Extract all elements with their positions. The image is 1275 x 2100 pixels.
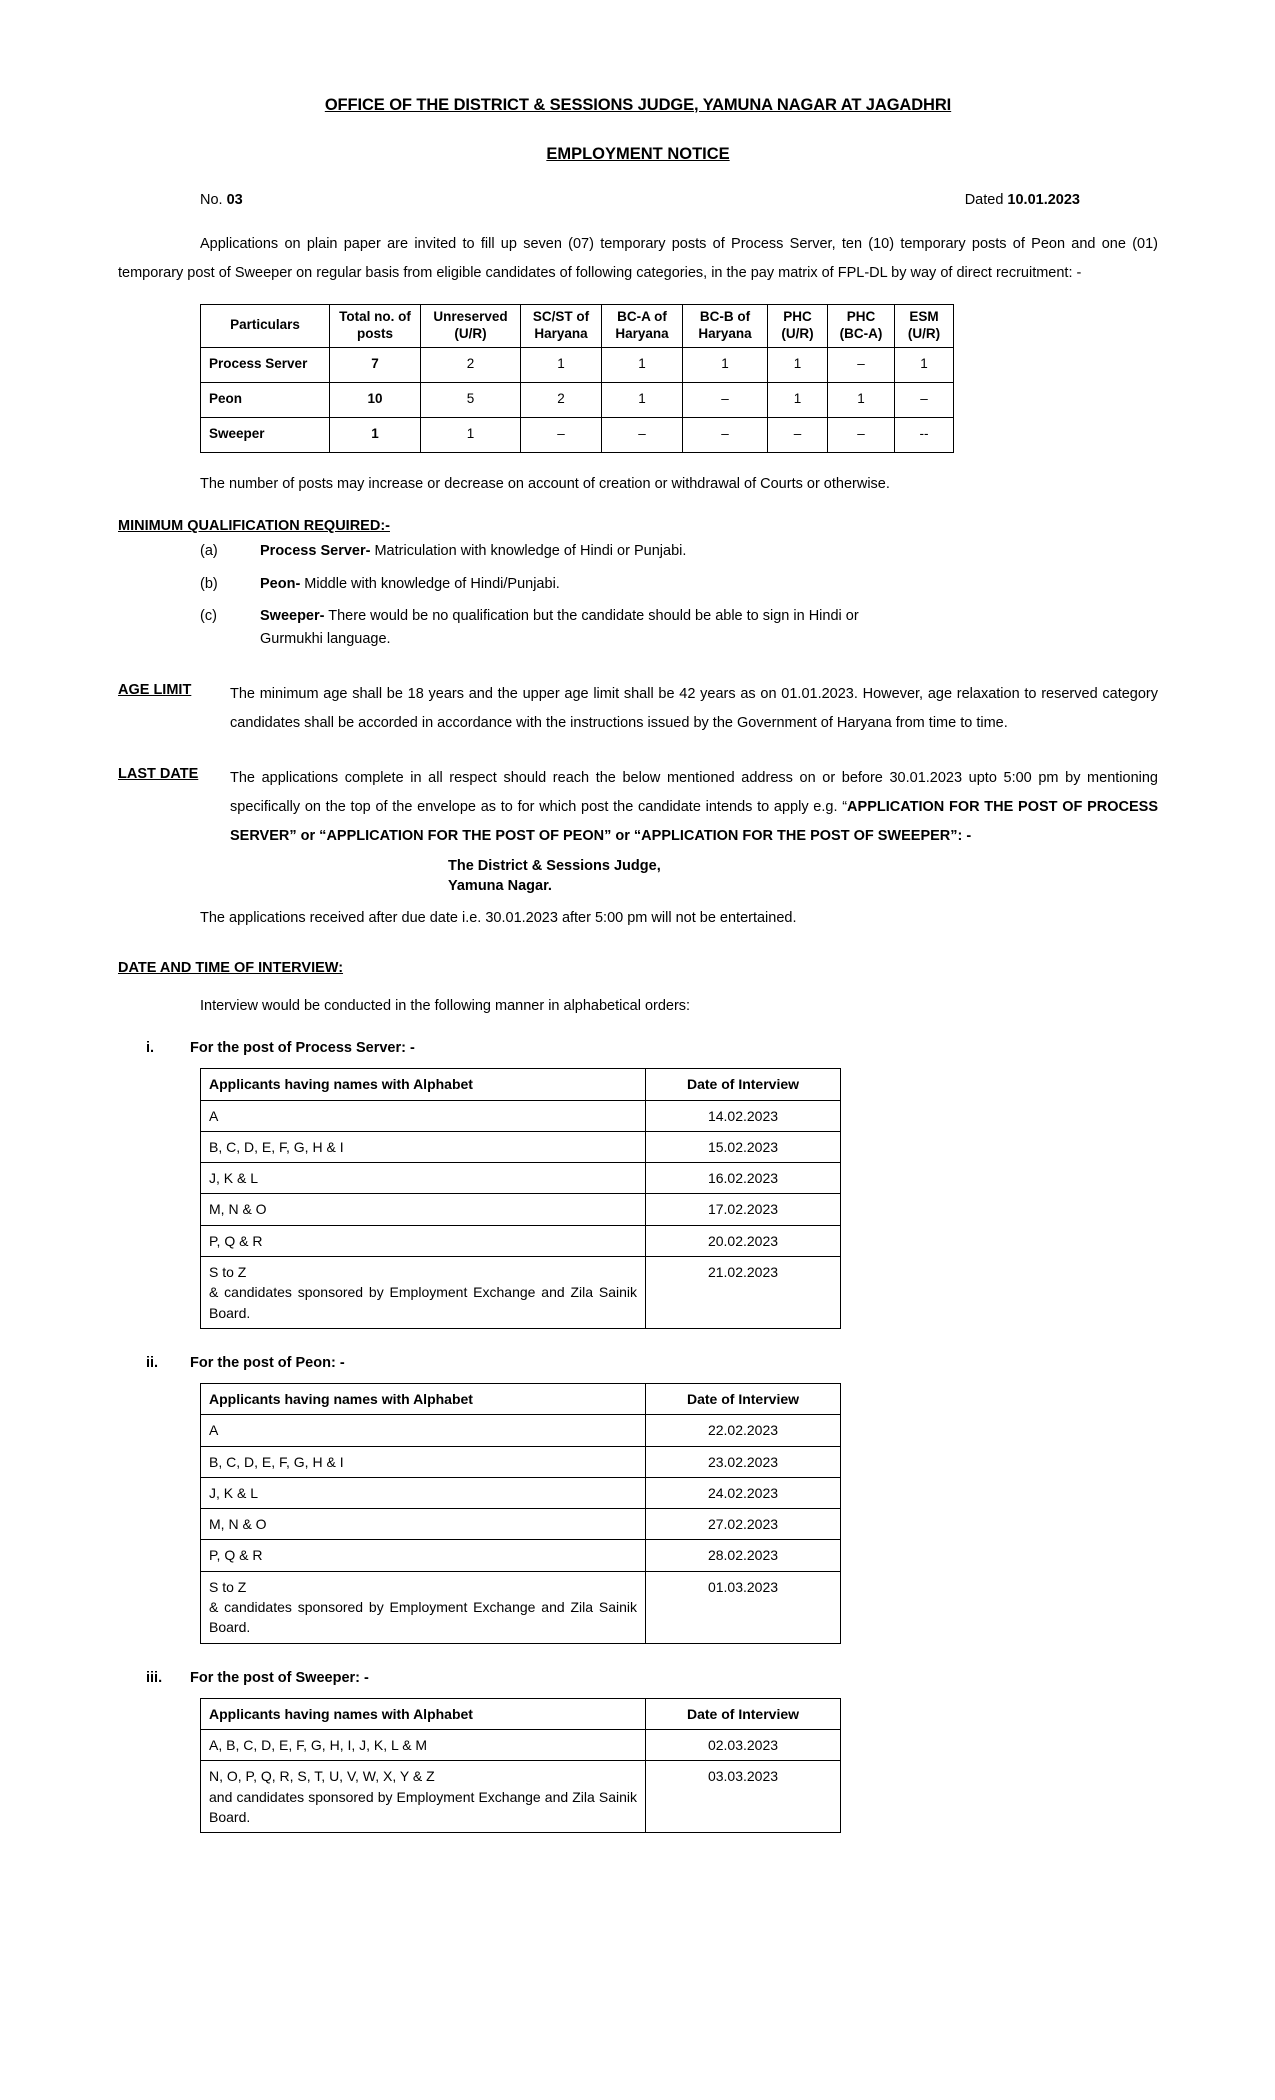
posts-col-esm bbox=[895, 305, 954, 348]
schedule-title bbox=[146, 1355, 1158, 1371]
schedule-cell-alphabet: P, Q & R bbox=[201, 1225, 646, 1256]
schedule-title bbox=[146, 1670, 1158, 1686]
schedule-col-alphabet: Applicants having names with Alphabet bbox=[201, 1069, 646, 1100]
schedule-cell-date: 01.03.2023 bbox=[646, 1571, 841, 1643]
schedule-cell-alphabet-extra: & candidates sponsored by Employment Exchange and Zila Sainik Board. bbox=[209, 1599, 637, 1636]
posts-table-body bbox=[201, 347, 954, 452]
schedule-cell-alphabet: B, C, D, E, F, G, H & I bbox=[201, 1446, 646, 1477]
table-row bbox=[201, 1761, 841, 1833]
table-row bbox=[201, 1131, 841, 1162]
posts-cell-phc-bca: 1 bbox=[828, 382, 895, 417]
last-date-text bbox=[230, 764, 1158, 851]
table-row bbox=[201, 1415, 841, 1446]
last-date-label: LAST DATE bbox=[118, 766, 199, 783]
schedule-table-head bbox=[201, 1698, 841, 1729]
schedule-cell-date: 14.02.2023 bbox=[646, 1100, 841, 1131]
last-date-text-part1: The applications complete in all respect should reach the below mentioned address on or before 30.01.2023 upto 5:00 pm by mentioning specifically on the top of the envelope as to for which post the candidate intends to apply e.g. “ bbox=[230, 770, 1158, 816]
address-line-1: The District & Sessions Judge, bbox=[448, 858, 661, 875]
schedule-cell-alphabet: A bbox=[201, 1415, 646, 1446]
schedule-table-head bbox=[201, 1383, 841, 1414]
age-limit-text: The minimum age shall be 18 years and the upper age limit shall be 42 years as on 01.01.2023. However, age relaxation to reserved category candidates shall be accorded in accordance with the instructions issued by the Government of Haryana from time to time. bbox=[230, 686, 1158, 732]
notice-title-text: EMPLOYMENT NOTICE bbox=[546, 145, 730, 163]
schedule-cell-alphabet-extra: and candidates sponsored by Employment Exchange and Zila Sainik Board. bbox=[209, 1788, 637, 1825]
table-row bbox=[201, 1194, 841, 1225]
posts-col-unreserved bbox=[421, 305, 521, 348]
posts-col-bca-l1: BC-A of bbox=[617, 309, 667, 324]
posts-cell-particulars: Process Server bbox=[201, 347, 330, 382]
schedule-cell-alphabet-main: N, O, P, Q, R, S, T, U, V, W, X, Y & Z bbox=[209, 1768, 435, 1785]
qualification-detail: Middle with knowledge of Hindi/Punjabi. bbox=[300, 575, 560, 592]
posts-cell-unreserved: 5 bbox=[421, 382, 521, 417]
table-row bbox=[201, 1100, 841, 1131]
interview-heading-text: DATE AND TIME OF INTERVIEW: bbox=[118, 960, 344, 977]
posts-col-particulars bbox=[201, 305, 330, 348]
posts-cell-bca: 1 bbox=[602, 347, 683, 382]
application-sweeper-phrase: APPLICATION FOR THE POST OF SWEEPER bbox=[641, 828, 951, 845]
last-date-tail: ”: - bbox=[950, 828, 972, 845]
posts-col-phc-bca-l2: (BC-A) bbox=[839, 325, 883, 341]
posts-col-esm-l1: ESM bbox=[909, 309, 939, 324]
schedule-cell-alphabet: P, Q & R bbox=[201, 1540, 646, 1571]
office-title bbox=[118, 96, 1158, 115]
schedule-header-row bbox=[201, 1383, 841, 1414]
age-limit-section bbox=[118, 680, 1158, 738]
qualification-detail: Matriculation with knowledge of Hindi or Punjabi. bbox=[370, 543, 687, 560]
schedule-cell-date: 03.03.2023 bbox=[646, 1761, 841, 1833]
table-row bbox=[201, 1225, 841, 1256]
schedule-table-peon bbox=[200, 1383, 841, 1644]
schedule-cell-date: 27.02.2023 bbox=[646, 1509, 841, 1540]
minimum-qualification-heading bbox=[118, 518, 1158, 534]
schedule-table-body bbox=[201, 1415, 841, 1643]
last-date-section bbox=[118, 764, 1158, 851]
schedule-title-text: For the post of Sweeper: - bbox=[190, 1669, 369, 1686]
application-peon-phrase: APPLICATION FOR THE POST OF PEON bbox=[326, 828, 605, 845]
posts-cell-total: 7 bbox=[330, 347, 421, 382]
schedule-roman: i. bbox=[146, 1040, 155, 1057]
table-row bbox=[201, 1540, 841, 1571]
qualification-marker: (c) bbox=[200, 608, 217, 625]
qualification-post-name: Sweeper- bbox=[260, 608, 325, 625]
schedule-header-row bbox=[201, 1698, 841, 1729]
schedule-cell-alphabet-main: S to Z bbox=[209, 1264, 247, 1281]
schedule-cell-date: 15.02.2023 bbox=[646, 1131, 841, 1162]
schedule-cell-date: 20.02.2023 bbox=[646, 1225, 841, 1256]
qualification-text bbox=[260, 573, 1158, 595]
application-process-server-phrase: APPLICATION FOR THE POST OF PROCESS SERVER bbox=[230, 799, 1158, 845]
schedule-header-row bbox=[201, 1069, 841, 1100]
posts-col-phc-ur bbox=[768, 305, 828, 348]
qualification-post-name: Process Server- bbox=[260, 543, 371, 560]
posts-col-total bbox=[330, 305, 421, 348]
posts-col-unreserved-l1: Unreserved bbox=[433, 309, 508, 324]
document-content bbox=[118, 96, 1158, 1833]
age-limit-label: AGE LIMIT bbox=[118, 682, 192, 699]
posts-cell-esm: 1 bbox=[895, 347, 954, 382]
schedule-cell-date: 28.02.2023 bbox=[646, 1540, 841, 1571]
posts-cell-unreserved: 2 bbox=[421, 347, 521, 382]
schedule-title-text: For the post of Peon: - bbox=[190, 1354, 345, 1371]
posts-cell-scst: 2 bbox=[521, 382, 602, 417]
table-row bbox=[201, 1257, 841, 1329]
schedule-cell-alphabet-main: S to Z bbox=[209, 1578, 247, 1595]
posts-table-header-row bbox=[201, 305, 954, 348]
posts-cell-bca: – bbox=[602, 417, 683, 452]
posts-col-phc-bca-l1: PHC bbox=[846, 309, 876, 324]
posts-col-total-l2: posts bbox=[356, 325, 393, 341]
table-row bbox=[201, 382, 954, 417]
schedule-cell-alphabet: M, N & O bbox=[201, 1194, 646, 1225]
schedule-block-peon bbox=[118, 1355, 1158, 1644]
posts-cell-phc-bca: – bbox=[828, 347, 895, 382]
schedule-cell-date: 23.02.2023 bbox=[646, 1446, 841, 1477]
posts-cell-esm: -- bbox=[895, 417, 954, 452]
posts-cell-phc-ur: 1 bbox=[768, 347, 828, 382]
posts-col-phc-ur-l2: (U/R) bbox=[781, 325, 814, 341]
notice-meta-row bbox=[118, 192, 1158, 208]
interview-heading bbox=[118, 960, 1158, 976]
posts-cell-unreserved: 1 bbox=[421, 417, 521, 452]
schedule-cell-alphabet bbox=[201, 1571, 646, 1643]
schedule-cell-date: 16.02.2023 bbox=[646, 1163, 841, 1194]
posts-cell-phc-bca: – bbox=[828, 417, 895, 452]
posts-col-bca-l2: Haryana bbox=[615, 325, 669, 341]
notice-number-label: No. bbox=[200, 192, 223, 208]
schedule-cell-date: 17.02.2023 bbox=[646, 1194, 841, 1225]
posts-cell-scst: – bbox=[521, 417, 602, 452]
schedule-block-process-server bbox=[118, 1040, 1158, 1329]
posts-cell-bcb: – bbox=[683, 382, 768, 417]
schedule-cell-alphabet bbox=[201, 1761, 646, 1833]
schedule-cell-alphabet: J, K & L bbox=[201, 1477, 646, 1508]
schedule-col-date: Date of Interview bbox=[646, 1069, 841, 1100]
schedule-title bbox=[146, 1040, 1158, 1056]
schedule-cell-alphabet: A bbox=[201, 1100, 646, 1131]
posts-cell-esm: – bbox=[895, 382, 954, 417]
qualification-text bbox=[260, 540, 1158, 562]
address-block bbox=[118, 857, 1158, 896]
office-title-text: OFFICE OF THE DISTRICT & SESSIONS JUDGE, YAMUNA NAGAR AT JAGADHRI bbox=[324, 96, 952, 114]
schedule-cell-alphabet: J, K & L bbox=[201, 1163, 646, 1194]
qualification-list bbox=[118, 540, 1158, 650]
table-row bbox=[201, 1571, 841, 1643]
posts-col-total-l1: Total no. of bbox=[339, 309, 411, 324]
schedule-cell-alphabet: A, B, C, D, E, F, G, H, I, J, K, L & M bbox=[201, 1729, 646, 1760]
schedule-cell-date: 02.03.2023 bbox=[646, 1729, 841, 1760]
posts-col-scst-l2: Haryana bbox=[534, 325, 588, 341]
posts-cell-phc-ur: 1 bbox=[768, 382, 828, 417]
list-item bbox=[118, 605, 1158, 650]
schedule-table-head bbox=[201, 1069, 841, 1100]
schedule-block-sweeper bbox=[118, 1670, 1158, 1833]
qualification-detail: There would be no qualification but the candidate should be able to sign in Hindi or Gurmukhi language. bbox=[260, 608, 859, 647]
qualification-marker: (b) bbox=[200, 575, 218, 592]
schedule-table-body bbox=[201, 1729, 841, 1832]
interview-intro: Interview would be conducted in the following manner in alphabetical orders: bbox=[200, 998, 691, 1015]
posts-cell-phc-ur: – bbox=[768, 417, 828, 452]
posts-col-bcb bbox=[683, 305, 768, 348]
schedule-table-sweeper bbox=[200, 1698, 841, 1833]
posts-cell-total: 1 bbox=[330, 417, 421, 452]
posts-cell-particulars: Peon bbox=[201, 382, 330, 417]
posts-col-scst bbox=[521, 305, 602, 348]
table-row bbox=[201, 417, 954, 452]
intro-paragraph: Applications on plain paper are invited to fill up seven (07) temporary posts of Process Server, ten (10) temporary posts of Peon and one (01) temporary post of Sweeper on regular basis from eligible candidates of following categories, in the pay matrix of FPL-DL by way of direct recruitment: - bbox=[118, 236, 1158, 281]
table-row bbox=[201, 1446, 841, 1477]
schedule-col-alphabet: Applicants having names with Alphabet bbox=[201, 1383, 646, 1414]
posts-col-bcb-l2: Haryana bbox=[698, 325, 752, 341]
qualification-text bbox=[260, 605, 870, 650]
schedule-cell-date: 22.02.2023 bbox=[646, 1415, 841, 1446]
posts-cell-bcb: 1 bbox=[683, 347, 768, 382]
last-date-mid2: ” or “ bbox=[604, 828, 642, 845]
list-item bbox=[118, 573, 1158, 595]
posts-cell-bcb: – bbox=[683, 417, 768, 452]
posts-cell-particulars: Sweeper bbox=[201, 417, 330, 452]
notice-date bbox=[965, 192, 1080, 208]
posts-col-bcb-l1: BC-B of bbox=[699, 309, 751, 324]
posts-cell-bca: 1 bbox=[602, 382, 683, 417]
schedule-col-alphabet: Applicants having names with Alphabet bbox=[201, 1698, 646, 1729]
notice-title bbox=[118, 145, 1158, 164]
address-line-2: Yamuna Nagar. bbox=[448, 877, 552, 894]
posts-col-unreserved-l2: (U/R) bbox=[454, 325, 487, 341]
posts-note: The number of posts may increase or decrease on account of creation or withdrawal of Courts or otherwise. bbox=[200, 475, 890, 492]
schedule-col-date: Date of Interview bbox=[646, 1383, 841, 1414]
notice-date-value: 10.01.2023 bbox=[1007, 192, 1080, 208]
schedule-cell-alphabet-extra: & candidates sponsored by Employment Exchange and Zila Sainik Board. bbox=[209, 1284, 637, 1321]
schedule-roman: iii. bbox=[146, 1669, 163, 1686]
posts-table bbox=[200, 304, 954, 453]
posts-col-phc-ur-l1: PHC bbox=[783, 309, 812, 324]
table-row bbox=[201, 1729, 841, 1760]
schedule-roman: ii. bbox=[146, 1354, 159, 1371]
schedule-cell-alphabet bbox=[201, 1257, 646, 1329]
schedule-cell-date: 21.02.2023 bbox=[646, 1257, 841, 1329]
posts-col-scst-l1: SC/ST of bbox=[532, 309, 590, 324]
table-row bbox=[201, 1509, 841, 1540]
schedule-table-body bbox=[201, 1100, 841, 1328]
schedule-title-text: For the post of Process Server: - bbox=[190, 1040, 415, 1057]
minimum-qualification-heading-text: MINIMUM QUALIFICATION REQUIRED:- bbox=[118, 518, 390, 535]
schedule-cell-alphabet: M, N & O bbox=[201, 1509, 646, 1540]
posts-col-bca bbox=[602, 305, 683, 348]
posts-col-particulars-l1: Particulars bbox=[230, 317, 300, 333]
notice-number bbox=[200, 192, 243, 208]
notice-number-value: 03 bbox=[226, 192, 243, 208]
posts-col-phc-bca bbox=[828, 305, 895, 348]
posts-col-esm-l2: (U/R) bbox=[907, 325, 941, 341]
qualification-post-name: Peon- bbox=[260, 575, 301, 592]
schedule-cell-alphabet: B, C, D, E, F, G, H & I bbox=[201, 1131, 646, 1162]
notice-date-label: Dated bbox=[964, 192, 1004, 208]
schedule-col-date: Date of Interview bbox=[646, 1698, 841, 1729]
table-row bbox=[201, 1477, 841, 1508]
posts-cell-total: 10 bbox=[330, 382, 421, 417]
schedule-cell-date: 24.02.2023 bbox=[646, 1477, 841, 1508]
schedule-table-process-server bbox=[200, 1068, 841, 1329]
table-row bbox=[201, 347, 954, 382]
after-due-date-note: The applications received after due date i.e. 30.01.2023 after 5:00 pm will not be entertained. bbox=[200, 910, 797, 927]
table-row bbox=[201, 1163, 841, 1194]
last-date-mid1: ” or “ bbox=[289, 828, 327, 845]
posts-table-head bbox=[201, 305, 954, 348]
posts-cell-scst: 1 bbox=[521, 347, 602, 382]
qualification-marker: (a) bbox=[200, 543, 218, 560]
list-item bbox=[118, 540, 1158, 562]
